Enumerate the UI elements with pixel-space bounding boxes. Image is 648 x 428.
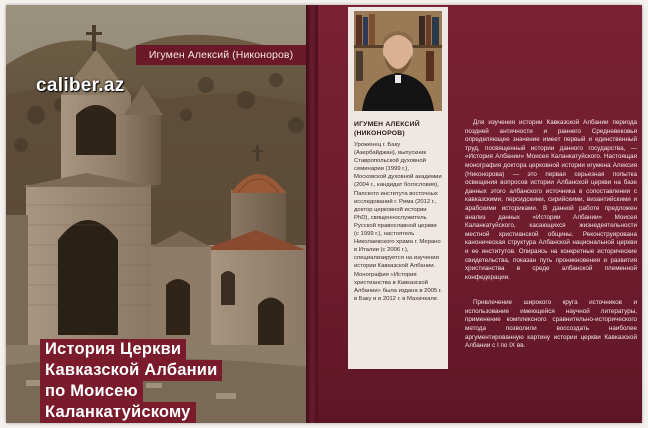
cover-author-ribbon: Игумен Алексий (Никоноров)	[136, 45, 306, 65]
author-portrait	[354, 11, 442, 111]
cover-title-line: Кавказской Албании	[40, 360, 222, 381]
author-name: ИГУМЕН АЛЕКСИЙ (НИКОНОРОВ)	[354, 121, 420, 137]
author-portrait-image	[354, 11, 442, 111]
book-spread	[6, 5, 642, 423]
author-bio: Уроженец г. Баку (Азербайджан), выпускник Ставропольской духовной семинарии (1999 г.), Московской духовной академии (2004 г., кандидат богословия), Папского института восточных исследований г. Рима (2012 г., доктор церковной истории PhD), священнослужитель Русской православной церкви (с 1999 г.), настоятель Николаевского храма г. Мерано в Италии (с 2006 г.), специализируется на изучении истории Кавказской Албании. Монография «История христианства в Кавказской Албании» была издана в 2005 г. в Баку и в 2012 г. в Махачкале.	[354, 142, 442, 302]
front-cover	[6, 5, 306, 423]
site-watermark: caliber.az	[36, 75, 125, 96]
annotation-paragraph: Привлечение широкого круга источников и использование имеющейся научной литературы, применение комплексного сравнительно-исторического метода позволили воссоздать наиболее аргументированную картину истории церкви Кавказской Албании с I по IX вв.	[465, 299, 637, 350]
book-annotation	[465, 119, 637, 351]
cover-title-line: Каланкатуйскому	[40, 402, 196, 423]
author-card	[348, 7, 448, 369]
cover-title-line: по Моисею	[40, 381, 143, 402]
back-cover	[318, 5, 642, 423]
cover-title	[40, 339, 260, 423]
book-spine-gutter	[306, 5, 318, 423]
cover-title-line: История Церкви	[40, 339, 186, 360]
annotation-paragraph: Для изучения истории Кавказской Албании периода поздней античности и раннего Средневековья определяющее значение имеет первый и единственный труд, посвященный истории данного государства, — «История Албании» Моисея Каланкатуйского. Настоящая монография доктора церковной истории игумена Алексия (Никонорова) — это первая серьезная попытка освещения вопросов истории Албанской церкви на базе данных этого албанского источника в сопоставлении с кавказскими, персидскими, сирийскими, византийскими и арабскими историками. В данной работе предложен анализ данных «Истории Албании» Моисея Каланкатуйского, касающихся жизнедеятельности местной христианской общины. Реконструирована каноническая структура Албанской национальной церкви и ее институтов. Опираясь на конкретные исторические свидетельства, показан путь проникновения и развития христианства в среде албанской племенной конфедерации.	[465, 119, 637, 281]
